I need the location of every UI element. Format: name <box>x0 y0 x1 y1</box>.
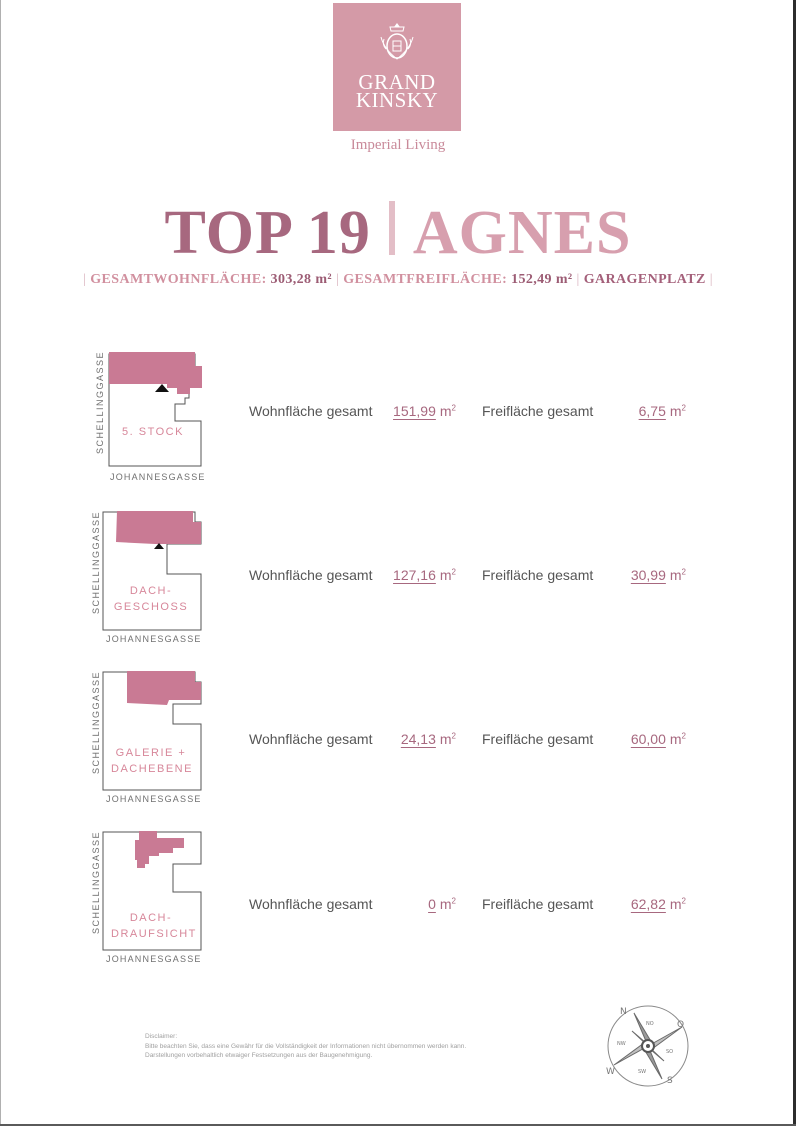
unit-number: TOP 19 <box>164 199 371 267</box>
floor-plan-dachgeschoss <box>85 508 215 658</box>
brand-tagline: Imperial Living <box>350 137 446 153</box>
total-outdoor-area-value: 152,49 m² <box>511 272 573 287</box>
living-area-value: 24,13 $m^2$ <box>400 731 456 747</box>
outdoor-area-value: 60,00 $m^2$ <box>630 731 686 747</box>
compass-w: W <box>606 1067 615 1077</box>
street-label-schellinggasse: SCHELLINGGASSE <box>91 670 101 774</box>
disclaimer-title: Disclaimer: <box>145 1033 178 1040</box>
living-area-value: 127,16 $m^2$ <box>393 567 456 583</box>
disclaimer <box>145 1032 575 1061</box>
garage-label: GARAGENPLATZ <box>583 272 706 287</box>
outdoor-area-label: Freifläche gesamt <box>482 731 594 747</box>
brand-name-line2: KINSKY <box>355 88 439 112</box>
brand-name-line1: GRAND <box>358 70 436 94</box>
compass-so: SO <box>666 1049 674 1055</box>
compass-n: N <box>620 1007 627 1017</box>
compass-no: NO <box>646 1021 654 1027</box>
title-divider <box>389 201 395 255</box>
living-area-value: 151,99 $m^2$ <box>393 403 456 419</box>
outdoor-area-label: Freifläche gesamt <box>482 403 594 419</box>
page-edge-left <box>0 0 1 1126</box>
area-summary <box>0 272 796 288</box>
total-living-area-label: GESAMTWOHNFLÄCHE: <box>90 272 267 287</box>
floor-plan-dach-draufsicht <box>85 828 215 978</box>
outdoor-area-value: 62,82 $m^2$ <box>630 896 686 912</box>
summary-divider: | <box>576 272 580 287</box>
living-area-label: Wohnfläche gesamt <box>249 403 373 419</box>
crest-icon <box>375 21 419 65</box>
disclaimer-line: Bitte beachten Sie, dass eine Gewähr für die Vollständigkeit der Informationen nicht übernommen werden kann. <box>145 1042 467 1050</box>
compass-nw: NW <box>617 1041 626 1047</box>
outdoor-area-label: Freifläche gesamt <box>482 567 594 583</box>
street-label-johannesgasse: JOHANNESGASSE <box>106 954 202 964</box>
unit-name: AGNES <box>412 199 632 267</box>
living-area-label: Wohnfläche gesamt <box>249 896 373 912</box>
street-label-schellinggasse: SCHELLINGGASSE <box>91 510 101 614</box>
street-label-schellinggasse: SCHELLINGGASSE <box>91 830 101 934</box>
floor-label: GALERIE + DACHEBENE <box>111 747 193 775</box>
outdoor-area-label: Freifläche gesamt <box>482 896 594 912</box>
total-living-area-value: 303,28 m² <box>270 272 333 287</box>
living-area-label: Wohnfläche gesamt <box>249 567 373 583</box>
outdoor-area-value: 30,99 $m^2$ <box>630 567 686 583</box>
page-title <box>0 193 796 273</box>
summary-divider: | <box>83 272 87 287</box>
summary-divider: | <box>709 272 713 287</box>
floor-plan-diagram <box>85 668 215 798</box>
floor-label: 5. STOCK <box>122 426 184 438</box>
floor-plan-galerie-dachebene <box>85 668 215 818</box>
street-label-johannesgasse: JOHANNESGASSE <box>106 794 202 804</box>
street-label-johannesgasse: JOHANNESGASSE <box>106 634 202 644</box>
compass-s: S <box>667 1076 673 1086</box>
brand-logo <box>333 3 461 131</box>
street-label-schellinggasse: SCHELLINGGASSE <box>95 350 105 454</box>
floor-label: DACH- DRAUFSICHT <box>111 912 197 940</box>
living-area-value: 0 $m^2$ <box>428 896 456 912</box>
compass-sw: SW <box>638 1069 647 1075</box>
living-area-label: Wohnfläche gesamt <box>249 731 373 747</box>
floor-label: DACH- GESCHOSS <box>113 585 189 613</box>
compass-rose-icon <box>604 1003 692 1089</box>
outdoor-area-value: 6,75 $m^2$ <box>638 403 686 419</box>
disclaimer-line: Darstellungen vorbehaltlich etwaiger Festsetzungen aus der Baugenehmigung. <box>145 1052 373 1059</box>
floor-plan-5-stock <box>85 346 215 496</box>
floor-plan-diagram <box>85 508 215 638</box>
compass-o: O <box>677 1020 685 1030</box>
total-outdoor-area-label: GESAMTFREIFLÄCHE: <box>343 272 508 287</box>
street-label-johannesgasse: JOHANNESGASSE <box>110 472 206 482</box>
summary-divider: | <box>336 272 340 287</box>
